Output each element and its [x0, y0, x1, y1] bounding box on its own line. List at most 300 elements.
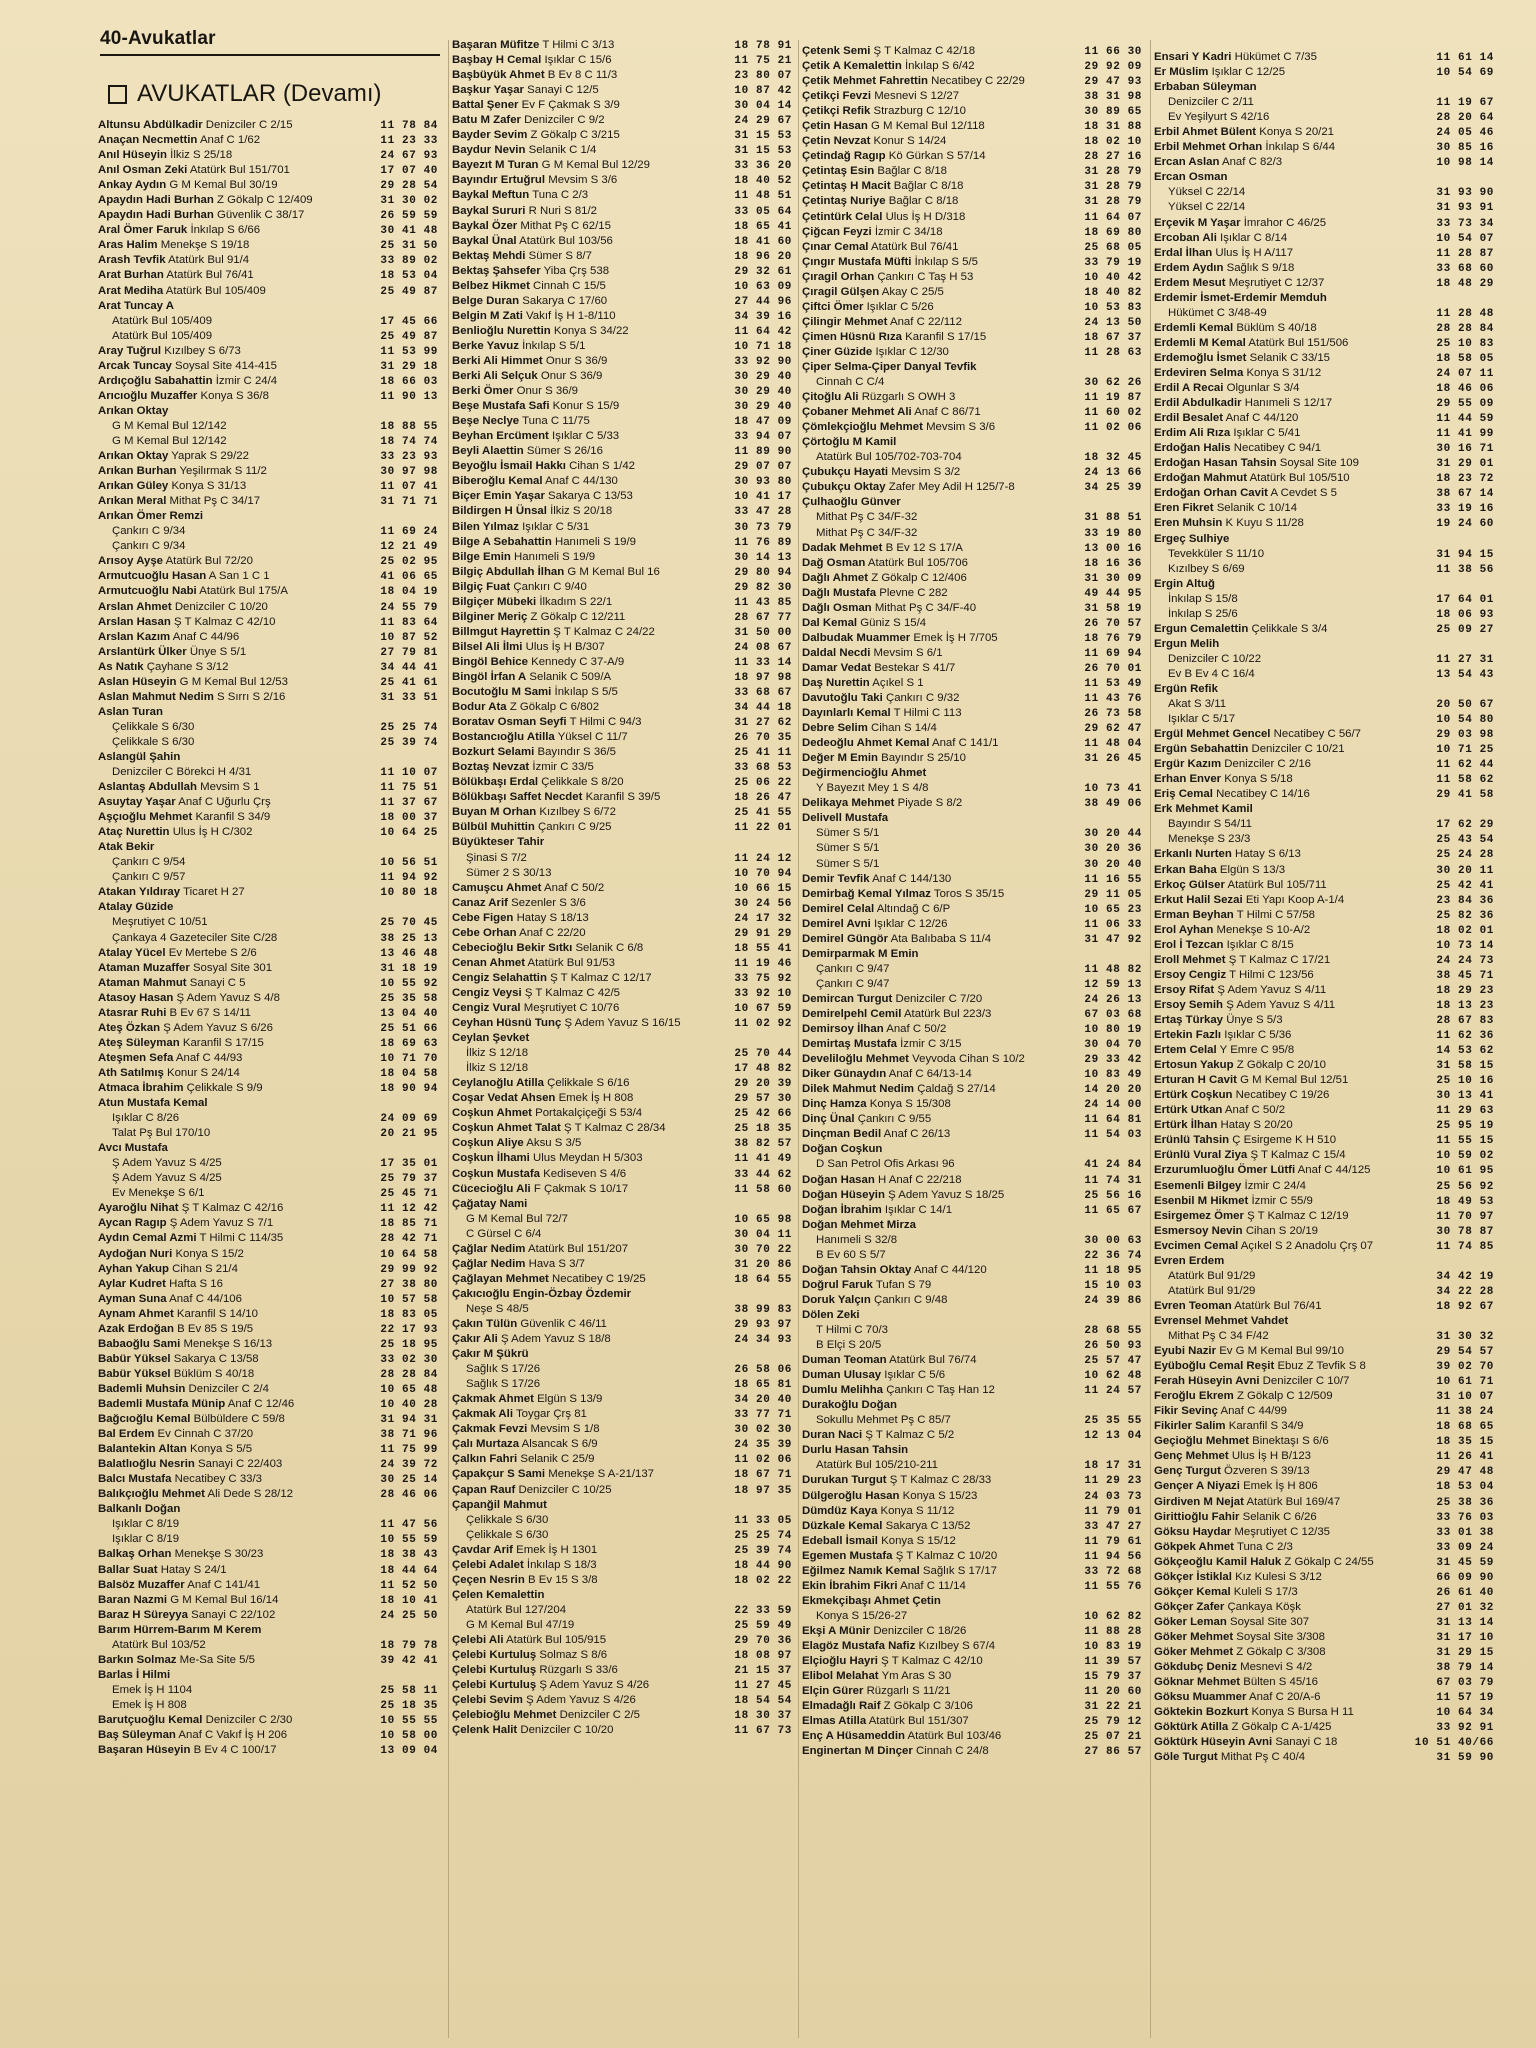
listing-entry [452, 1467, 792, 1482]
entry-address: G M Kemal Bul 12/29 [541, 159, 650, 172]
entry-text [98, 946, 374, 961]
entry-name: Göktürk Hüseyin Avni [1154, 1736, 1273, 1749]
entry-address: Çankırı C 9/48 [873, 1293, 948, 1306]
entry-address: T Hilmi C 114/35 [199, 1232, 284, 1245]
listing-entry [98, 750, 438, 765]
listing-entry [98, 1021, 438, 1036]
entry-name: Diker Günaydın [802, 1068, 887, 1081]
entry-address: Atatürk Bul 105/702-703-704 [816, 451, 962, 464]
listing-entry [452, 580, 792, 595]
entry-text [802, 194, 1078, 209]
entry-name: Elçin Gürer [802, 1685, 864, 1698]
listing-entry [98, 539, 438, 554]
listing-entry [802, 541, 1142, 556]
entry-phone: 28 42 71 [380, 1233, 438, 1246]
entry-text [802, 300, 1078, 315]
entry-address: Meşrutiyet C 12/35 [1234, 1525, 1331, 1538]
listing-entry [452, 173, 792, 188]
entry-text [1154, 1495, 1430, 1510]
entry-phone: 18 49 53 [1436, 1195, 1494, 1208]
entry-text [98, 795, 374, 810]
entry-address: Binektaşı S 6/6 [1252, 1435, 1329, 1448]
entry-text [1154, 1660, 1430, 1675]
entry-text [1154, 426, 1430, 441]
listing-entry [802, 526, 1142, 541]
entry-name: Enginertan M Dinçer [802, 1745, 913, 1758]
listing-entry [98, 1051, 438, 1066]
entry-text [1154, 847, 1430, 862]
listing-entry [1154, 110, 1494, 125]
entry-phone: 18 97 35 [734, 1484, 792, 1497]
entry-address: Ş Adem Yavuz S 7/1 [169, 1217, 274, 1230]
entry-address: T Hilmi C 123/56 [1229, 968, 1314, 981]
listing-entry [452, 851, 792, 866]
entry-name: Demirtaş Mustafa [802, 1038, 897, 1051]
entry-name: Anıl Osman Zeki [98, 164, 188, 177]
entry-text [1154, 1314, 1494, 1329]
entry-phone: 30 20 44 [1084, 828, 1142, 841]
entry-name: Aydoğan Nuri [98, 1247, 173, 1260]
entry-phone: 33 47 28 [734, 506, 792, 519]
listing-entry [802, 857, 1142, 872]
listing-entry [802, 586, 1142, 601]
entry-text [1154, 456, 1430, 471]
entry-name: Doğan Coşkun [802, 1143, 883, 1156]
entry-address: Sezenler S 3/6 [511, 896, 586, 909]
entry-name: Avcı Mustafa [98, 1142, 168, 1155]
entry-address: Anaf C 22/112 [889, 315, 962, 328]
listing-entry [1154, 878, 1494, 893]
listing-entry [98, 464, 438, 479]
entry-address: Ç Esirgeme K H 510 [1232, 1134, 1337, 1147]
entry-name: Battal Şener [452, 99, 519, 112]
entry-text [452, 489, 728, 504]
listing-entry [802, 1729, 1142, 1744]
entry-phone: 10 80 19 [1084, 1024, 1142, 1037]
entry-text [98, 1638, 374, 1653]
entry-address: Karanfil S 34/9 [195, 811, 271, 824]
entry-address: Çankırı C 9/54 [112, 856, 186, 869]
entry-phone: 11 83 64 [380, 616, 438, 629]
entry-text [452, 1257, 728, 1272]
listing-entry [1154, 216, 1494, 231]
entry-address: Atatürk Bul 76/41 [166, 269, 254, 282]
entry-name: Gençer A Niyazi [1154, 1480, 1240, 1493]
entry-text [452, 173, 728, 188]
entry-phone: 13 09 04 [380, 1745, 438, 1758]
entry-address: İnkılap S 5/5 [554, 686, 618, 699]
listing-entry [452, 715, 792, 730]
entry-address: Çankırı C 9/34 [112, 540, 186, 553]
entry-text [1154, 1630, 1430, 1645]
entry-text [802, 149, 1078, 164]
entry-phone: 31 93 90 [1436, 187, 1494, 200]
entry-text [98, 705, 438, 720]
entry-phone: 10 53 83 [1084, 301, 1142, 314]
entry-text [452, 143, 728, 158]
entry-text [452, 1046, 728, 1061]
entry-phone: 11 44 59 [1436, 413, 1494, 426]
entry-text [98, 810, 374, 825]
entry-text [1154, 772, 1430, 787]
entry-phone: 34 44 18 [734, 702, 792, 715]
entry-text [98, 479, 374, 494]
entry-name: Arıkan Oktay [98, 450, 169, 463]
entry-address: Ş Adem Yavuz S 4/26 [539, 1679, 650, 1692]
entry-phone: 11 75 99 [380, 1444, 438, 1457]
entry-text [1154, 276, 1430, 291]
entry-address: Sakarya C 13/58 [173, 1352, 259, 1365]
entry-phone: 24 25 50 [380, 1609, 438, 1622]
entry-phone: 10 83 49 [1084, 1069, 1142, 1082]
entry-text [452, 1498, 792, 1513]
listing-entry [1154, 1404, 1494, 1419]
entry-address: T Hilmi C 57/58 [1236, 908, 1316, 921]
entry-text [452, 1167, 728, 1182]
entry-address: G M Kemal Bul 47/19 [466, 1618, 575, 1631]
entry-text [802, 796, 1078, 811]
entry-phone: 31 30 09 [1084, 572, 1142, 585]
listing-entry [98, 1578, 438, 1593]
entry-phone: 10 55 59 [380, 1534, 438, 1547]
entry-phone: 29 99 92 [380, 1263, 438, 1276]
entry-text [1154, 577, 1494, 592]
entry-name: Esemenli Bilgey [1154, 1179, 1242, 1192]
entry-name: Gökçeoğlu Kamil Haluk [1154, 1555, 1282, 1568]
entry-address: Yeşilırmak S 11/2 [179, 465, 267, 478]
entry-phone: 28 68 55 [1084, 1324, 1142, 1337]
entry-name: Cebe Figen [452, 911, 514, 924]
listing-entry [452, 956, 792, 971]
entry-address: Işıklar C 5/6 [884, 1369, 946, 1382]
entry-address: B Ev 8 C 11/3 [547, 69, 618, 82]
entry-text [802, 89, 1078, 104]
listing-entry [802, 375, 1142, 390]
entry-address: Akat S 3/11 [1168, 698, 1227, 711]
entry-address: Atatürk Bul 76/41 [871, 240, 959, 253]
entry-text [802, 736, 1078, 751]
entry-address: Mevsim S 1/8 [530, 1423, 600, 1436]
entry-text [802, 601, 1078, 616]
entry-phone: 31 94 31 [380, 1414, 438, 1427]
entry-phone: 24 35 39 [734, 1439, 792, 1452]
entry-name: Cengiz Selahattin [452, 971, 547, 984]
entry-text [98, 1307, 374, 1322]
entry-text [98, 961, 374, 976]
entry-name: Durlu Hasan Tahsin [802, 1444, 909, 1457]
entry-name: Girittioğlu Fahir [1154, 1510, 1240, 1523]
listing-entry [802, 1127, 1142, 1142]
entry-address: Ulus Meydan H 5/303 [533, 1152, 643, 1165]
entry-phone: 11 19 87 [1084, 392, 1142, 405]
entry-name: Arıkan Ömer Remzi [98, 510, 204, 523]
entry-phone: 27 86 57 [1084, 1746, 1142, 1759]
entry-name: Çelebioğlu Mehmet [452, 1709, 557, 1722]
entry-phone: 10 67 59 [734, 1003, 792, 1015]
section-title: AVUKATLAR (Devamı) [137, 80, 382, 107]
entry-text [98, 825, 374, 840]
entry-address: Atatürk Bul 103/46 [907, 1730, 1002, 1743]
entry-phone: 33 75 92 [734, 972, 792, 985]
entry-address: G M Kemal Bul 12/51 [1240, 1074, 1349, 1087]
entry-text [98, 1352, 374, 1367]
entry-address: Konya S 15/12 [881, 1534, 956, 1547]
entry-address: Atatürk Bul 72/20 [165, 555, 253, 568]
entry-phone: 25 49 87 [380, 330, 438, 343]
entry-name: Arıkan Güley [98, 480, 169, 493]
entry-phone: 22 33 59 [734, 1604, 792, 1617]
entry-text [1154, 1645, 1430, 1660]
listing-entry [802, 194, 1142, 209]
entry-address: Kızılbey S 67/4 [918, 1639, 996, 1652]
entry-phone: 15 10 03 [1084, 1279, 1142, 1292]
entry-address: İzmir C 3/15 [900, 1038, 962, 1051]
listing-entry [452, 1392, 792, 1407]
entry-address: Eti Yapı Koop A-1/4 [1245, 893, 1345, 906]
entry-address: Sağlık S 9/18 [1226, 261, 1295, 274]
entry-name: Çetintaş Esin [802, 165, 875, 178]
listing-entry [98, 118, 438, 133]
entry-name: Göknar Mehmet [1154, 1676, 1241, 1689]
entry-phone: 10 80 18 [380, 887, 438, 900]
entry-name: Arıkan Burhan [98, 465, 177, 478]
entry-name: Elibol Melahat [802, 1670, 879, 1683]
entry-name: Erkanlı Nurten [1154, 848, 1232, 861]
listing-entry [802, 1473, 1142, 1488]
listing-entry [98, 735, 438, 750]
entry-phone: 34 42 19 [1436, 1270, 1494, 1283]
entry-address: Ulus İş H A/117 [1215, 246, 1294, 259]
entry-name: Arısoy Ayşe [98, 555, 164, 568]
entry-phone: 11 22 01 [734, 822, 792, 835]
entry-phone: 11 06 33 [1084, 918, 1142, 931]
entry-name: Çilingir Mehmet [802, 315, 888, 328]
entry-phone: 31 29 18 [380, 360, 438, 373]
entry-name: Erdim Ali Rıza [1154, 427, 1231, 440]
listing-entry [1154, 321, 1494, 336]
listing-entry [452, 234, 792, 249]
entry-text [802, 1052, 1078, 1067]
entry-address: Işıklar C 5/26 [866, 300, 934, 313]
listing-entry [98, 223, 438, 238]
entry-text [802, 330, 1078, 345]
listing-entry [98, 870, 438, 885]
entry-text [1154, 95, 1430, 110]
entry-text [452, 1543, 728, 1558]
entry-phone: 11 54 03 [1084, 1129, 1142, 1142]
entry-phone: 33 68 53 [734, 762, 792, 775]
entry-name: Erzurumluoğlu Ömer Lütfi [1154, 1164, 1296, 1177]
entry-address: Sakarya C 17/60 [522, 294, 608, 307]
entry-address: Atatürk Bul 151/207 [527, 1242, 629, 1255]
entry-text [802, 977, 1078, 992]
entry-address: Soysal Site 109 [1279, 457, 1359, 470]
entry-text [802, 1233, 1078, 1248]
entry-name: Fikir Sevinç [1154, 1405, 1218, 1418]
listing-entry [452, 1046, 792, 1061]
entry-name: Ercan Osman [1154, 171, 1228, 184]
entry-text [1154, 1735, 1409, 1750]
entry-text [802, 857, 1078, 872]
entry-address: Hanımeli S 19/9 [514, 550, 596, 563]
entry-address: B Ev 12 S 17/A [885, 541, 963, 554]
listing-entry [802, 872, 1142, 887]
entry-text [452, 775, 728, 790]
entry-phone: 31 59 90 [1436, 1752, 1494, 1765]
entry-name: Dümdüz Kaya [802, 1504, 878, 1517]
listing-entry [98, 268, 438, 283]
listing-entry [452, 38, 792, 53]
entry-text [452, 1648, 728, 1663]
entry-address: B Ev 4 C 100/17 [193, 1744, 277, 1757]
entry-text [802, 59, 1078, 74]
entry-address: Sakarya C 13/52 [885, 1519, 971, 1532]
entry-text [98, 630, 374, 645]
entry-phone: 25 70 45 [380, 917, 438, 930]
listing-entry [452, 1151, 792, 1166]
entry-text [98, 253, 374, 268]
entry-name: Boztaş Nevzat [452, 761, 530, 774]
entry-name: Demirel Güngör [802, 932, 889, 945]
entry-text [452, 474, 728, 489]
entry-text [1154, 757, 1430, 772]
entry-address: Akay C 25/5 [881, 285, 944, 298]
entry-text [802, 706, 1078, 721]
entry-address: Atatürk Bul 76/41 [1234, 1299, 1322, 1312]
entry-name: Ataç Nurettin [98, 826, 170, 839]
entry-name: Bilgiç Fuat [452, 580, 511, 593]
entry-phone: 30 85 16 [1436, 142, 1494, 155]
entry-text [98, 314, 374, 329]
entry-address: Selanik C 1/4 [528, 144, 597, 157]
entry-phone: 30 73 79 [734, 521, 792, 534]
listing-entry [1154, 1479, 1494, 1494]
entry-phone: 17 48 82 [734, 1063, 792, 1076]
entry-address: Konya S 5/18 [1224, 773, 1293, 786]
entry-address: İnkılap S 6/44 [1265, 141, 1336, 154]
entry-name: Genç Turgut [1154, 1465, 1221, 1478]
entry-address: Ş Adem Yavuz S 18/25 [888, 1188, 1005, 1201]
entry-phone: 10 65 48 [380, 1383, 438, 1396]
entry-address: Ebuz Z Tevfik S 8 [1277, 1360, 1366, 1373]
entry-address: Mesnevi S 4/2 [1240, 1661, 1313, 1674]
entry-address: Ş T Kalmaz C 42/10 [173, 615, 276, 628]
entry-name: Ayman Suna [98, 1292, 167, 1305]
entry-phone: 18 17 31 [1084, 1460, 1142, 1473]
entry-address: Denizciler C Börekci H 4/31 [112, 766, 252, 779]
entry-name: Berke Yavuz [452, 339, 519, 352]
entry-name: Baydur Nevin [452, 144, 526, 157]
entry-address: Tuna C 11/75 [522, 415, 590, 428]
entry-address: Çelikkale S 6/30 [112, 735, 195, 748]
listing-entry [98, 1427, 438, 1442]
entry-phone: 33 68 60 [1436, 262, 1494, 275]
entry-text [802, 1654, 1078, 1669]
entry-text [802, 179, 1078, 194]
listing-entry [802, 510, 1142, 525]
entry-name: Çetintaş Nuriye [802, 195, 886, 208]
listing-entry [98, 569, 438, 584]
entry-name: Göker Leman [1154, 1615, 1227, 1628]
entry-phone: 29 28 54 [380, 180, 438, 193]
listing-entry [802, 104, 1142, 119]
listing-entry [98, 193, 438, 208]
entry-text [452, 1588, 792, 1603]
entry-phone: 11 02 06 [1084, 422, 1142, 435]
entry-text [1154, 908, 1430, 923]
entry-name: Azak Erdoğan [98, 1322, 174, 1335]
entry-phone: 18 23 72 [1436, 473, 1494, 486]
listing-entry [98, 1457, 438, 1472]
entry-address: Kuleli S 17/3 [1233, 1585, 1298, 1598]
entry-address: Ş Adem Yavuz S 4/26 [526, 1694, 636, 1707]
entry-text [802, 119, 1078, 134]
entry-text [98, 268, 374, 283]
entry-phone: 11 94 92 [380, 872, 438, 885]
entry-address: İlkadım S 22/1 [539, 595, 613, 608]
entry-address: Anaf C 50/2 [1224, 1104, 1286, 1117]
entry-phone: 31 28 79 [1084, 181, 1142, 194]
entry-address: Işıklar C 8/26 [112, 1112, 180, 1125]
entry-address: Anaf C 20/A-6 [1248, 1691, 1321, 1704]
entry-text [452, 1392, 728, 1407]
listing-entry [452, 1257, 792, 1272]
entry-address: Anaf C 50/2 [544, 881, 605, 894]
listing-entry [802, 420, 1142, 435]
entry-address: Necatibey C 33/3 [174, 1473, 262, 1486]
entry-phone: 27 79 81 [380, 646, 438, 659]
entry-text [452, 1452, 728, 1467]
entry-address: Sosyal Site 301 [192, 961, 273, 974]
entry-address: A San 1 C 1 [208, 570, 270, 583]
entry-phone: 11 47 56 [380, 1519, 438, 1532]
listing-entry [802, 360, 1142, 375]
entry-text [1154, 1118, 1430, 1133]
entry-text [98, 976, 374, 991]
listing-entry [802, 1609, 1142, 1624]
listing-entry [98, 344, 438, 359]
entry-address: Mesnevi S 12/27 [874, 90, 960, 103]
entry-address: Konur S 14/24 [873, 135, 947, 148]
entry-text [802, 1714, 1078, 1729]
entry-name: Enç A Hüsameddin [802, 1730, 905, 1743]
entry-address: Çankırı C 9/47 [816, 977, 890, 990]
entry-text [98, 118, 374, 133]
entry-text [452, 1287, 792, 1302]
entry-address: Çankaya 4 Gazeteciler Site C/28 [112, 931, 278, 944]
entry-phone: 30 16 71 [1436, 443, 1494, 456]
entry-address: Bülbüldere C 59/8 [193, 1413, 285, 1426]
listing-entry [1154, 1314, 1494, 1329]
entry-address: İzmir C 55/9 [1251, 1194, 1313, 1207]
entry-address: Ş Adem Yavuz S 4/11 [1226, 998, 1336, 1011]
entry-phone: 18 55 41 [734, 942, 792, 955]
entry-address: Anaf C 44/99 [1220, 1405, 1287, 1418]
entry-address: Atatürk Bul 103/52 [112, 1638, 206, 1651]
entry-address: Sanayi C 22/403 [198, 1458, 283, 1471]
entry-name: Elagöz Mustafa Nafiz [802, 1639, 916, 1652]
entry-phone: 11 64 07 [1084, 211, 1142, 224]
entry-text [802, 811, 1142, 826]
entry-name: Bektaş Şahsefer [452, 264, 541, 277]
entry-phone: 31 28 79 [1084, 196, 1142, 209]
entry-phone: 33 73 34 [1436, 217, 1494, 230]
entry-text [98, 1262, 374, 1277]
entry-text [1154, 140, 1430, 155]
entry-phone: 11 41 99 [1436, 428, 1494, 441]
entry-name: Dayınlarlı Kemal [802, 707, 891, 720]
entry-address: Işıklar C 5/41 [1233, 427, 1301, 440]
